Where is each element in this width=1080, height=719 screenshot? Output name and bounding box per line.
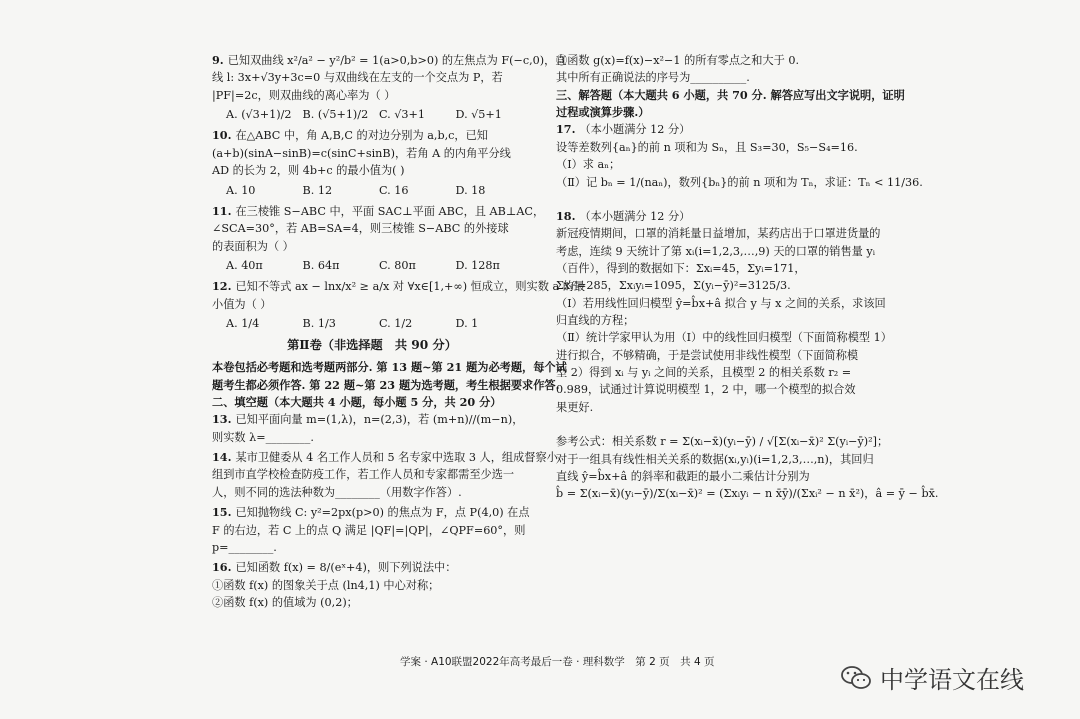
option-d: D. √5+1 (455, 108, 502, 122)
option-c: C. 80π (379, 258, 416, 272)
question-text: AD 的长为 2，则 4b+c 的最小值为( ) (212, 164, 405, 178)
option-a: A. 10 (226, 183, 256, 197)
question-text: 线 l: 3x+√3y+3c=0 与双曲线在左支的一个交点为 P，若 (212, 71, 503, 85)
question-number: 18. (556, 208, 576, 223)
page-footer: 学案 · A10联盟2022年高考最后一卷 · 理科数学 第 2 页 共 4 页 (400, 656, 715, 668)
watermark-text: 中学语文在线 (880, 666, 1024, 694)
question-text: ①函数 f(x) 的图象关于点 (ln4,1) 中心对称； (212, 578, 440, 592)
formula-least-squares: b̂ = Σ(xᵢ−x̄)(yᵢ−ȳ)/Σ(xᵢ−x̄)² = (Σxᵢyᵢ − n x̄ȳ)/(Σxᵢ² − n x̄²)，â = ȳ − b̂x̄. (556, 487, 939, 501)
question-text: （Ⅰ）若用线性回归模型 ŷ=b̂x+â 拟合 y 与 x 之间的关系，求该回 (556, 296, 886, 310)
section-intro: 本卷包括必考题和选考题两部分. 第 13 题~第 21 题为必考题，每个试 (212, 360, 567, 375)
question-text: 设等差数列{aₙ}的前 n 项和为 Sₙ，且 S₃=30，S₅−S₄=16. (556, 140, 858, 154)
options (226, 257, 532, 274)
question-text: 0.989，试通过计算说明模型 1，2 中，哪一个模型的拟合效 (556, 383, 856, 397)
question-text: 小值为（ ） (212, 297, 272, 311)
formula-text: 对于一组具有线性相关关系的数据(xᵢ,yᵢ)(i=1,2,3,…,n)，其回归 (556, 452, 874, 466)
question-9 (212, 52, 567, 123)
options (226, 182, 532, 199)
answer-space (556, 419, 866, 433)
question-score: （本小题满分 12 分） (579, 123, 691, 137)
question-text: 归直线的方程； (556, 314, 635, 328)
question-text: 已知双曲线 x²/a² − y²/b² = 1(a>0,b>0) 的左焦点为 F(−c,0)，直 (227, 54, 567, 67)
question-number: 9. (212, 53, 224, 67)
option-d: D. 18 (455, 183, 486, 197)
question-10 (212, 127, 532, 198)
question-text: 则实数 λ=________. (212, 430, 314, 444)
question-text: (a+b)(sinA−sinB)=c(sinC+sinB)，若角 A 的内角平分线 (212, 146, 511, 160)
question-text: 已知平面向量 m=(1,λ)，n=(2,3)，若 (m+n)//(m−n)， (235, 413, 524, 427)
question-text: 新冠疫情期间，口罩的消耗量日益增加，某药店出于口罩进货量的 (556, 227, 881, 241)
question-text: （百件），得到的数据如下：Σxᵢ=45，Σyᵢ=171， (556, 261, 806, 275)
question-text: 的表面积为（ ） (212, 239, 294, 253)
question-text: ∠SCA=30°，若 AB=SA=4，则三棱锥 S−ABC 的外接球 (212, 222, 509, 236)
question-14 (212, 449, 558, 501)
question-text: 已知不等式 ax − lnx/x² ≥ a/x 对 ∀x∈[1,+∞) 恒成立，则实数 a 的最 (235, 280, 586, 294)
question-15 (212, 504, 532, 556)
question-18 (556, 208, 892, 416)
right-column (556, 52, 939, 506)
option-c: C. √3+1 (379, 108, 426, 122)
question-number: 15. (212, 505, 232, 520)
question-12 (212, 278, 586, 332)
fill-in-heading: 二、填空题（本大题共 4 小题，每小题 5 分，共 20 分） (212, 395, 502, 410)
question-text: F 的右边，若 C 上的点 Q 满足 |QF|=|QP|，∠QPF=60°，则 (212, 523, 526, 537)
question-number: 16. (212, 560, 232, 575)
option-b: B. 64π (302, 258, 340, 272)
option-a: A. (√3+1)/2 (226, 108, 292, 122)
options (226, 106, 532, 123)
question-text: ③函数 g(x)=f(x)−x²−1 的所有零点之和大于 0. (556, 54, 800, 67)
question-text: |PF|=2c，则双曲线的离心率为（ ） (212, 88, 396, 102)
question-number: 11. (212, 203, 232, 218)
question-text: ②函数 f(x) 的值域为 (0,2)； (212, 595, 358, 609)
formula-text: 直线 ŷ=b̂x+â 的斜率和截距的最小二乘估计分别为 (556, 469, 810, 483)
option-d: D. 128π (455, 258, 500, 272)
question-number: 12. (212, 279, 232, 294)
section-title: 第Ⅱ卷（非选择题 共 90 分） (287, 338, 457, 353)
question-text: 在△ABC 中，角 A,B,C 的对边分别为 a,b,c，已知 (235, 129, 488, 143)
option-c: C. 1/2 (379, 317, 413, 331)
question-text: 已知函数 f(x) = 8/(eˣ+4)，则下列说法中： (235, 561, 457, 575)
question-16 (212, 559, 532, 611)
option-b: B. (√5+1)/2 (302, 108, 369, 122)
question-text: 考虑，连续 9 天统计了第 xᵢ(i=1,2,3,…,9) 天的口罩的销售量 yᵢ (556, 244, 875, 258)
question-number: 14. (212, 450, 232, 465)
option-c: C. 16 (379, 183, 409, 197)
question-text: 人，则不同的选法种数为________（用数字作答）. (212, 485, 462, 499)
question-number: 17. (556, 122, 576, 137)
question-text: 组到市直学校检查防疫工作，若工作人员和专家都需至少选一 (212, 468, 515, 482)
question-score: （本小题满分 12 分） (579, 209, 691, 223)
question-11 (212, 203, 545, 274)
question-text: 某市卫健委从 4 名工作人员和 5 名专家中选取 3 人，组成督察小 (235, 451, 558, 465)
question-number: 13. (212, 412, 232, 427)
question-text: 其中所有正确说法的序号为__________. (556, 71, 750, 85)
question-text: 型 2）得到 xᵢ 与 yᵢ 之间的关系，且模型 2 的相关系数 r₂ = (556, 366, 852, 380)
question-13 (212, 411, 532, 446)
question-text: （Ⅱ）统计学家甲认为用（Ⅰ）中的线性回归模型（下面简称模型 1） (556, 331, 892, 345)
watermark (840, 660, 1024, 695)
solve-heading: 三、解答题（本大题共 6 小题，共 70 分. 解答应写出文字说明，证明 (556, 87, 905, 102)
question-text: 果更好. (556, 400, 594, 414)
question-text: 在三棱锥 S−ABC 中，平面 SAC⊥平面 ABC，且 AB⊥AC， (235, 204, 545, 218)
question-text: p=________. (212, 540, 277, 554)
question-text: 已知抛物线 C: y²=2px(p>0) 的焦点为 F，点 P(4,0) 在点 (235, 506, 530, 520)
question-text: Σxᵢ²=285，Σxᵢyᵢ=1095，Σ(yᵢ−ȳ)²=3125/3. (556, 279, 791, 293)
option-b: B. 12 (302, 183, 333, 197)
wechat-icon (840, 664, 872, 692)
question-text: （Ⅱ）记 bₙ = 1/(naₙ)，数列{bₙ}的前 n 项和为 Tₙ，求证：Tₙ < 11/36. (556, 175, 923, 189)
formula-correlation: 参考公式：相关系数 r = Σ(xᵢ−x̄)(yᵢ−ȳ) / √[Σ(xᵢ−x̄)² Σ(yᵢ−ȳ)²]； (556, 435, 889, 449)
solve-heading: 过程或演算步骤.） (556, 105, 650, 120)
options (226, 315, 532, 332)
section-intro: 题考生都必须作答. 第 22 题~第 23 题为选考题，考生根据要求作答. (212, 377, 560, 392)
option-a: A. 40π (226, 258, 263, 272)
option-b: B. 1/3 (302, 317, 336, 331)
question-text: （Ⅰ）求 aₙ； (556, 158, 621, 172)
question-text: 进行拟合，不够精确，于是尝试使用非线性模型（下面简称模 (556, 348, 859, 362)
question-17 (556, 121, 923, 190)
option-d: D. 1 (455, 317, 479, 331)
option-a: A. 1/4 (226, 317, 260, 331)
question-number: 10. (212, 128, 232, 143)
reference-formulas (556, 433, 939, 502)
answer-space (556, 194, 866, 208)
